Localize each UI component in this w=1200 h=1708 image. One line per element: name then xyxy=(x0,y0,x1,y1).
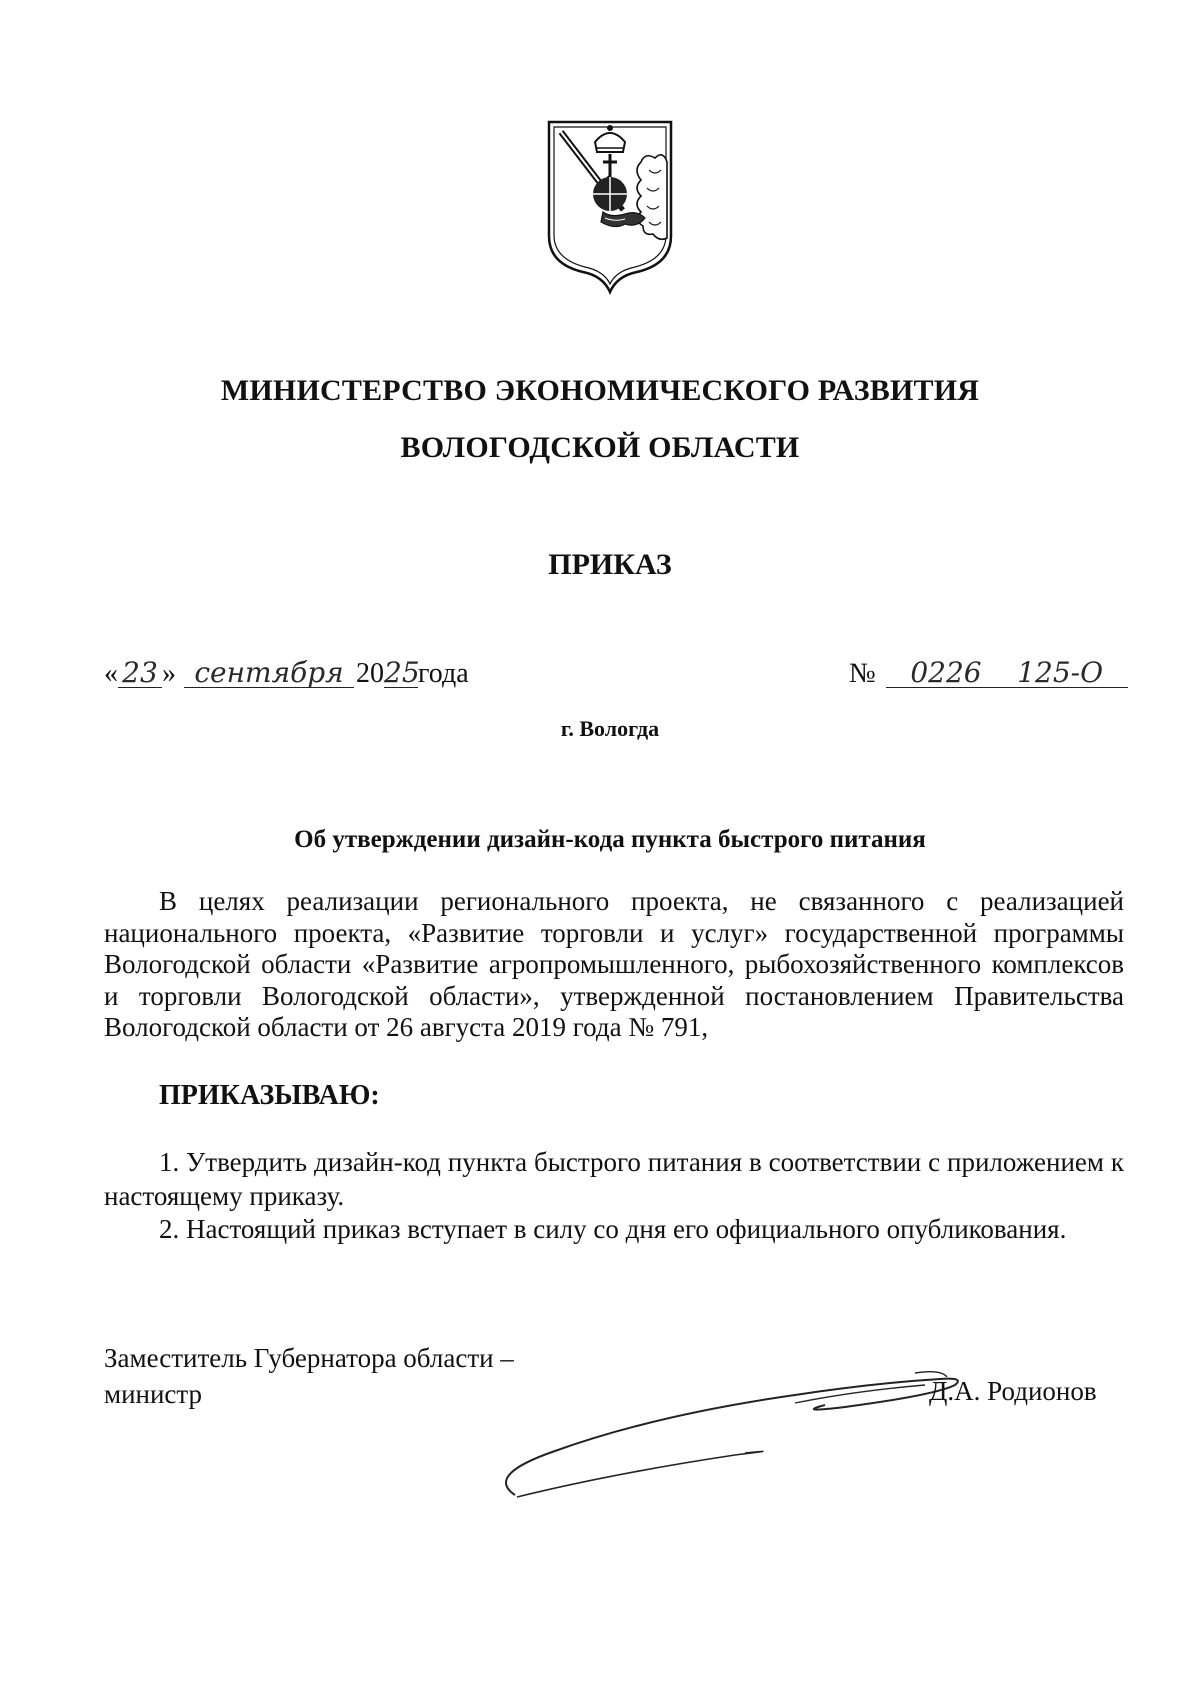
document-date xyxy=(104,658,469,690)
document-number xyxy=(849,658,1128,690)
date-year-word: года xyxy=(418,658,469,689)
signatory-name: Д.А. Родионов xyxy=(929,1376,1097,1406)
document-subject: Об утверждении дизайн-кода пункта быстрого питания xyxy=(294,826,926,853)
number-value: 0226 125-О xyxy=(886,658,1128,688)
coat-of-arms-icon xyxy=(545,118,675,296)
date-year-prefix: 20 xyxy=(356,658,384,689)
preamble-paragraph: В целях реализации регионального проекта, не связанного с реализацией национального проекта, «Развитие торговли и услуг» государственной программы Вологодской области «Развитие агропромышленного, рыбохозяйственного комплексов и торговли Вологодской области», утвержденной постановлением Правительства Вологодской области от 26 августа 2019 года № 791, xyxy=(104,886,1124,1042)
date-close-quote: » xyxy=(162,658,176,689)
handwritten-signature xyxy=(495,1355,975,1510)
date-month: сентября xyxy=(184,658,354,688)
date-year-suffix: 25 xyxy=(384,656,420,689)
signatory-title xyxy=(104,1340,514,1412)
signatory-title-line1: Заместитель Губернатора области – xyxy=(104,1343,514,1373)
signatory-title-line2: министр xyxy=(104,1379,203,1409)
document-city: г. Вологда xyxy=(560,716,660,741)
order-item-2: 2. Настоящий приказ вступает в силу со дня его официального опубликования. xyxy=(159,1214,1067,1244)
ministry-name-line2: ВОЛОГОДСКОЙ ОБЛАСТИ xyxy=(400,431,800,464)
date-day: 23 xyxy=(118,658,162,688)
order-heading: ПРИКАЗЫВАЮ: xyxy=(159,1080,380,1111)
number-sign: № xyxy=(849,658,876,689)
document-type-title: ПРИКАЗ xyxy=(548,548,672,581)
date-open-quote: « xyxy=(104,658,118,689)
order-item-1: 1. Утвердить дизайн-код пункта быстрого питания в соответствии с приложением к настоящему приказу. xyxy=(104,1147,1124,1211)
ministry-name-line1: МИНИСТЕРСТВО ЭКОНОМИЧЕСКОГО РАЗВИТИЯ xyxy=(220,374,980,407)
